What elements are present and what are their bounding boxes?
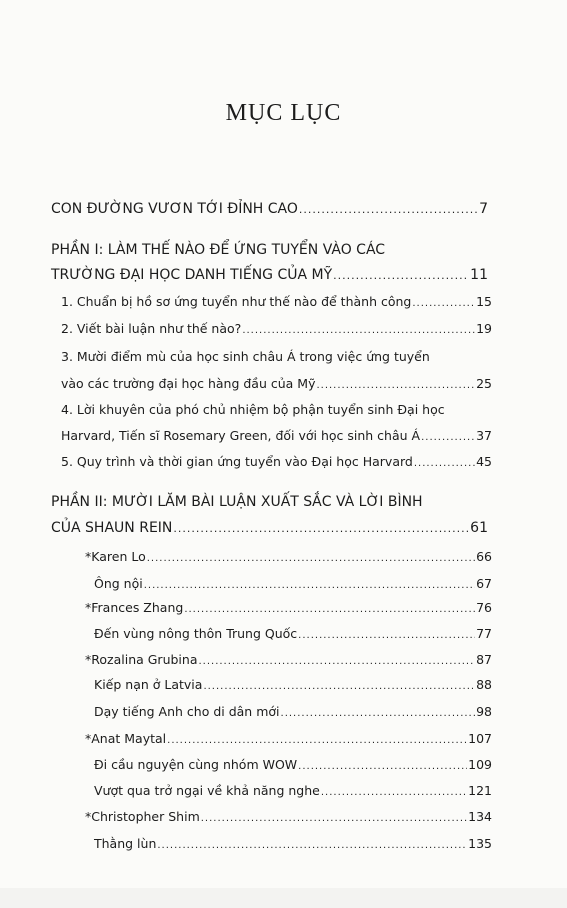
toc-entry-title: 2. Viết bài luận như thế nào?: [61, 321, 242, 336]
toc-entry-title-line1: 3. Mười điểm mù của học sinh châu Á trong việc ứng tuyển: [61, 349, 430, 364]
toc-page-number: 76: [476, 600, 492, 615]
toc-page-number: 67: [476, 576, 492, 591]
toc-entry-title: Thằng lùn: [94, 836, 157, 851]
leader-dots: [321, 787, 467, 798]
leader-dots: [184, 604, 475, 615]
toc-entry-essay[interactable]: [94, 783, 492, 798]
leader-dots: [333, 269, 469, 282]
leader-dots: [167, 735, 467, 746]
leader-dots: [414, 458, 475, 469]
leader-dots: [421, 432, 475, 443]
toc-page-number: 66: [476, 549, 492, 564]
toc-page-number: 61: [470, 520, 488, 536]
toc-entry-title: Harvard, Tiến sĩ Rosemary Green, đối với học sinh châu Á: [61, 428, 421, 443]
toc-page-number: 37: [476, 428, 492, 443]
leader-dots: [201, 813, 467, 824]
toc-entry-title: Vượt qua trở ngại về khả năng nghe: [94, 783, 320, 798]
toc-page-number: 121: [468, 783, 492, 798]
toc-entry-essay[interactable]: [94, 576, 492, 591]
toc-entry-title: * Rozalina Grubina: [91, 652, 198, 667]
toc-entry-essay[interactable]: [94, 626, 492, 641]
leader-dots: [298, 761, 467, 772]
toc-entry[interactable]: [61, 294, 492, 309]
toc-entry-title: * Christopher Shim: [91, 809, 200, 824]
toc-entry-author[interactable]: [85, 809, 492, 824]
toc-page-number: 87: [476, 652, 492, 667]
toc-entry-title: Đi cầu nguyện cùng nhóm WOW: [94, 757, 298, 772]
toc-entry[interactable]: [61, 454, 492, 469]
toc-entry-title: * Anat Maytal: [91, 731, 167, 746]
toc-entry-title: Ông nội: [94, 576, 143, 591]
toc-entry-title: Đến vùng nông thôn Trung Quốc: [94, 626, 298, 641]
toc-entry-author[interactable]: [85, 731, 492, 746]
toc-page-number: 45: [476, 454, 492, 469]
page-title: MỤC LỤC: [225, 100, 342, 126]
toc-entry-author[interactable]: [85, 652, 492, 667]
toc-entry[interactable]: [61, 428, 492, 443]
toc-page-number: 7: [479, 201, 488, 217]
leader-dots: [173, 522, 469, 535]
toc-entry-part2[interactable]: [51, 520, 488, 536]
toc-page-number: 98: [476, 704, 492, 719]
leader-dots: [412, 298, 475, 309]
leader-dots: [147, 553, 475, 564]
toc-entry-essay[interactable]: [94, 704, 492, 719]
leader-dots: [157, 840, 467, 851]
toc-entry-author[interactable]: [85, 600, 492, 615]
toc-entry-title: Dạy tiếng Anh cho di dân mới: [94, 704, 280, 719]
toc-entry-title: 1. Chuẩn bị hồ sơ ứng tuyển như thế nào để thành công: [61, 294, 412, 309]
part2-heading-line1: PHẦN II: MƯỜI LĂM BÀI LUẬN XUẤT SẮC VÀ LỜI BÌNH: [51, 494, 423, 510]
part1-heading-line1: PHẦN I: LÀM THẾ NÀO ĐỂ ỨNG TUYỂN VÀO CÁC: [51, 242, 386, 258]
leader-dots: [198, 656, 475, 667]
toc-entry-title: Kiếp nạn ở Latvia: [94, 677, 203, 692]
leader-dots: [299, 203, 478, 216]
toc-page-number: 11: [470, 267, 488, 283]
toc-page-number: 25: [476, 376, 492, 391]
leader-dots: [298, 630, 475, 641]
toc-page-number: 109: [468, 757, 492, 772]
toc-entry-title: * Frances Zhang: [91, 600, 184, 615]
toc-entry-title: TRƯỜNG ĐẠI HỌC DANH TIẾNG CỦA MỸ: [51, 267, 333, 283]
page-bottom-edge: [0, 888, 567, 908]
toc-page-number: 19: [476, 321, 492, 336]
leader-dots: [281, 708, 476, 719]
leader-dots: [144, 580, 475, 591]
toc-entry-essay[interactable]: [94, 836, 492, 851]
toc-page-number: 15: [476, 294, 492, 309]
toc-entry-title: vào các trường đại học hàng đầu của Mỹ: [61, 376, 316, 391]
leader-dots: [242, 325, 475, 336]
leader-dots: [316, 380, 475, 391]
toc-page-number: 134: [468, 809, 492, 824]
toc-page-number: 88: [476, 677, 492, 692]
toc-entry-title: CỦA SHAUN REIN: [51, 520, 173, 536]
toc-entry-author[interactable]: [85, 549, 492, 564]
toc-entry-title: CON ĐƯỜNG VƯƠN TỚI ĐỈNH CAO: [51, 201, 298, 217]
leader-dots: [203, 681, 475, 692]
toc-page-number: 107: [468, 731, 492, 746]
toc-entry-part1[interactable]: [51, 267, 488, 283]
toc-entry-intro[interactable]: [51, 201, 488, 217]
toc-entry-title: * Karen Lo: [91, 549, 146, 564]
toc-entry-title: 5. Quy trình và thời gian ứng tuyển vào Đại học Harvard: [61, 454, 413, 469]
toc-page-number: 135: [468, 836, 492, 851]
toc-entry[interactable]: [61, 321, 492, 336]
toc-page-number: 77: [476, 626, 492, 641]
toc-entry-title-line1: 4. Lời khuyên của phó chủ nhiệm bộ phận tuyển sinh Đại học: [61, 402, 445, 417]
toc-entry-essay[interactable]: [94, 757, 492, 772]
toc-entry[interactable]: [61, 376, 492, 391]
toc-entry-essay[interactable]: [94, 677, 492, 692]
